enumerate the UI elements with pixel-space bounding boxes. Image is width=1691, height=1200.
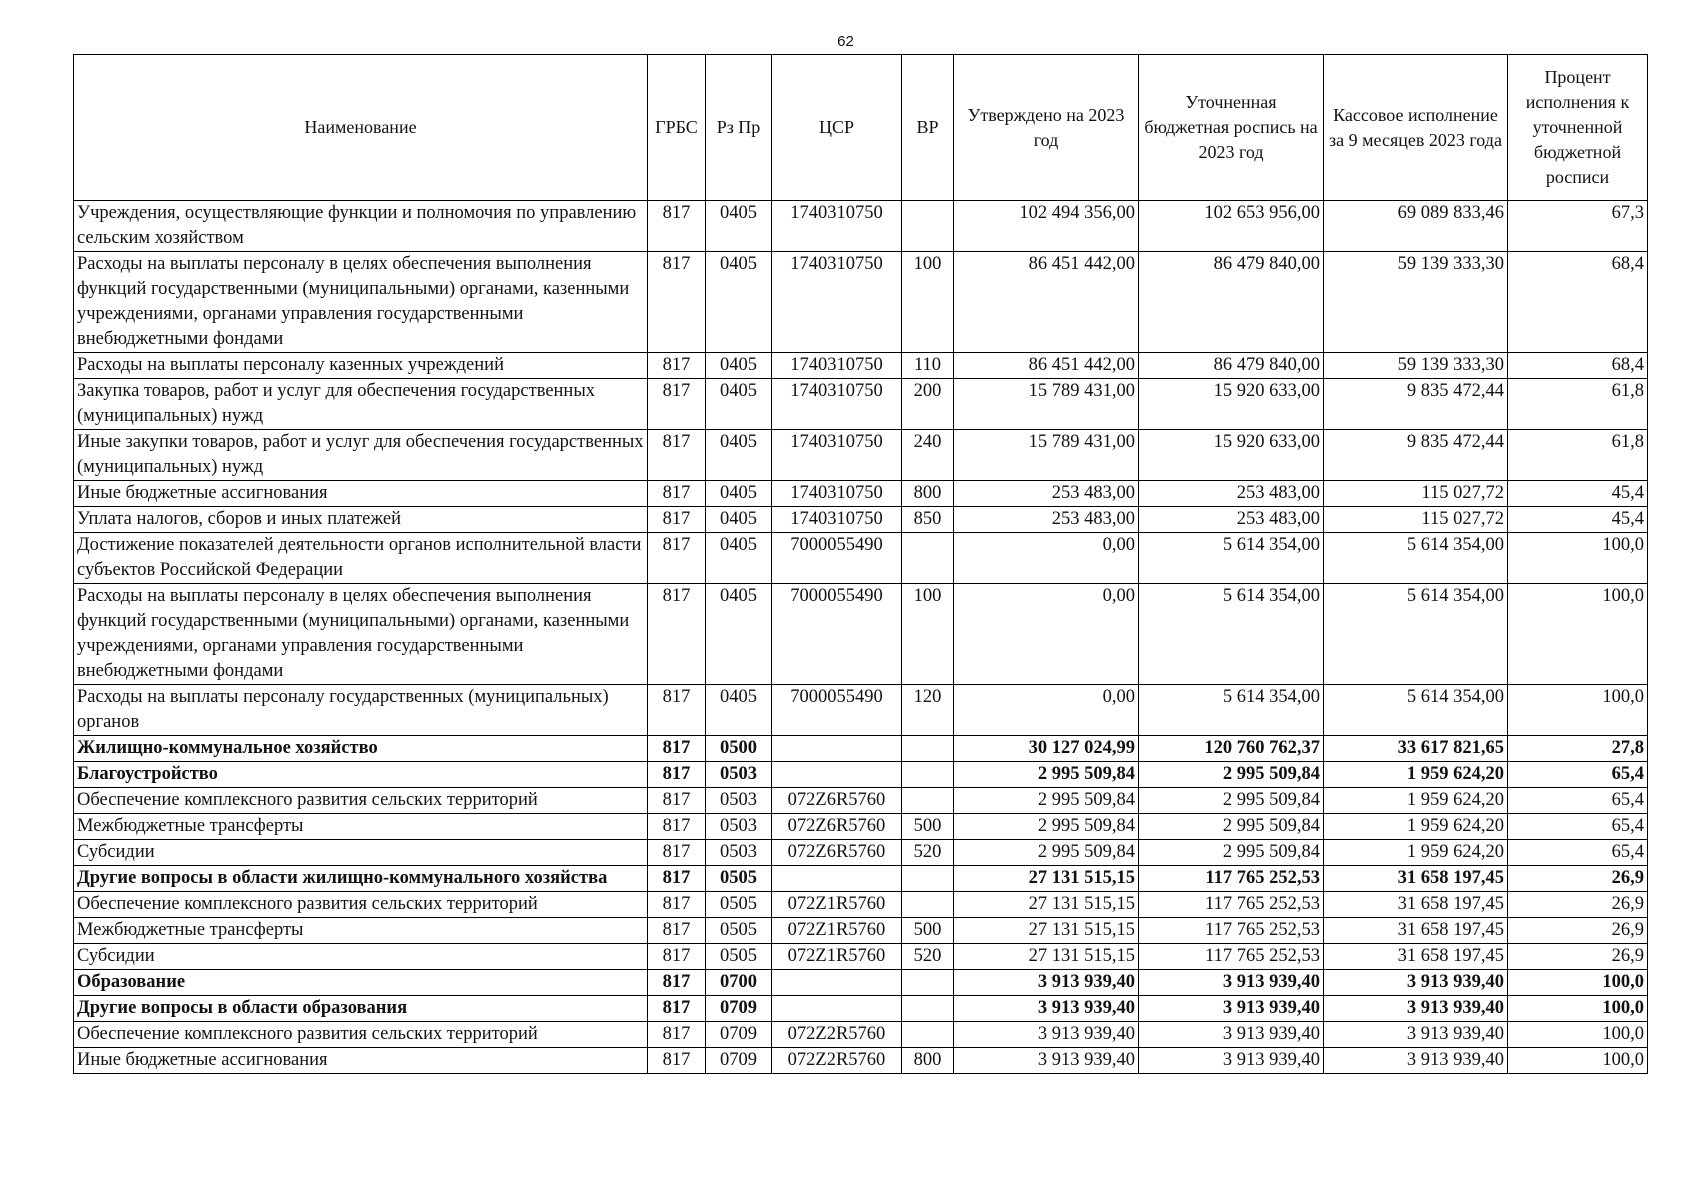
cell-cash: 115 027,72 — [1324, 507, 1508, 533]
cell-refined: 3 913 939,40 — [1139, 996, 1324, 1022]
cell-grbs: 817 — [648, 970, 706, 996]
cell-csr: 7000055490 — [772, 533, 902, 584]
cell-rzpr: 0405 — [706, 353, 772, 379]
cell-vr: 520 — [902, 944, 954, 970]
cell-rzpr: 0709 — [706, 1022, 772, 1048]
cell-csr: 072Z6R5760 — [772, 814, 902, 840]
cell-grbs: 817 — [648, 584, 706, 685]
table-row — [74, 944, 1648, 970]
cell-percent: 100,0 — [1508, 685, 1648, 736]
cell-rzpr: 0500 — [706, 736, 772, 762]
cell-cash: 3 913 939,40 — [1324, 996, 1508, 1022]
cell-rzpr: 0700 — [706, 970, 772, 996]
cell-csr — [772, 866, 902, 892]
cell-percent: 100,0 — [1508, 584, 1648, 685]
cell-rzpr: 0505 — [706, 866, 772, 892]
cell-cash: 31 658 197,45 — [1324, 918, 1508, 944]
cell-csr: 7000055490 — [772, 685, 902, 736]
cell-vr — [902, 788, 954, 814]
cell-grbs: 817 — [648, 481, 706, 507]
cell-refined: 15 920 633,00 — [1139, 430, 1324, 481]
cell-percent: 26,9 — [1508, 892, 1648, 918]
header-vr: ВР — [902, 55, 954, 201]
cell-cash: 5 614 354,00 — [1324, 685, 1508, 736]
cell-grbs: 817 — [648, 944, 706, 970]
cell-csr: 072Z6R5760 — [772, 788, 902, 814]
cell-cash: 31 658 197,45 — [1324, 892, 1508, 918]
cell-approved: 27 131 515,15 — [954, 944, 1139, 970]
cell-name: Субсидии — [74, 944, 648, 970]
cell-csr: 1740310750 — [772, 201, 902, 252]
cell-grbs: 817 — [648, 533, 706, 584]
cell-percent: 100,0 — [1508, 1022, 1648, 1048]
cell-vr — [902, 996, 954, 1022]
cell-csr: 072Z1R5760 — [772, 944, 902, 970]
cell-csr: 1740310750 — [772, 353, 902, 379]
cell-vr — [902, 201, 954, 252]
cell-vr: 240 — [902, 430, 954, 481]
table-body — [74, 201, 1648, 1074]
cell-grbs: 817 — [648, 353, 706, 379]
cell-name: Учреждения, осуществляющие функции и полномочия по управлению сельским хозяйством — [74, 201, 648, 252]
cell-approved: 102 494 356,00 — [954, 201, 1139, 252]
cell-refined: 117 765 252,53 — [1139, 866, 1324, 892]
cell-vr: 500 — [902, 918, 954, 944]
cell-cash: 5 614 354,00 — [1324, 584, 1508, 685]
header-name: Наименование — [74, 55, 648, 201]
header-grbs: ГРБС — [648, 55, 706, 201]
cell-refined: 117 765 252,53 — [1139, 944, 1324, 970]
cell-percent: 45,4 — [1508, 481, 1648, 507]
cell-rzpr: 0503 — [706, 814, 772, 840]
table-row — [74, 736, 1648, 762]
cell-rzpr: 0505 — [706, 892, 772, 918]
cell-percent: 45,4 — [1508, 507, 1648, 533]
table-row — [74, 762, 1648, 788]
cell-percent: 68,4 — [1508, 252, 1648, 353]
cell-name: Достижение показателей деятельности органов исполнительной власти субъектов Российской Федерации — [74, 533, 648, 584]
cell-vr: 800 — [902, 1048, 954, 1074]
cell-grbs: 817 — [648, 788, 706, 814]
cell-percent: 67,3 — [1508, 201, 1648, 252]
cell-rzpr: 0709 — [706, 996, 772, 1022]
cell-approved: 27 131 515,15 — [954, 892, 1139, 918]
cell-name: Образование — [74, 970, 648, 996]
cell-approved: 27 131 515,15 — [954, 866, 1139, 892]
cell-percent: 68,4 — [1508, 353, 1648, 379]
page-number: 62 — [837, 33, 854, 50]
cell-cash: 9 835 472,44 — [1324, 379, 1508, 430]
table-row — [74, 252, 1648, 353]
cell-approved: 253 483,00 — [954, 507, 1139, 533]
cell-cash: 9 835 472,44 — [1324, 430, 1508, 481]
cell-refined: 2 995 509,84 — [1139, 814, 1324, 840]
cell-refined: 15 920 633,00 — [1139, 379, 1324, 430]
table-row — [74, 201, 1648, 252]
cell-rzpr: 0405 — [706, 379, 772, 430]
cell-rzpr: 0503 — [706, 840, 772, 866]
cell-csr: 1740310750 — [772, 379, 902, 430]
cell-approved: 30 127 024,99 — [954, 736, 1139, 762]
cell-cash: 69 089 833,46 — [1324, 201, 1508, 252]
cell-vr: 850 — [902, 507, 954, 533]
cell-rzpr: 0405 — [706, 507, 772, 533]
cell-refined: 120 760 762,37 — [1139, 736, 1324, 762]
table-row — [74, 1022, 1648, 1048]
cell-name: Обеспечение комплексного развития сельских территорий — [74, 1022, 648, 1048]
header-rzpr: Рз Пр — [706, 55, 772, 201]
cell-refined: 86 479 840,00 — [1139, 353, 1324, 379]
cell-grbs: 817 — [648, 685, 706, 736]
cell-rzpr: 0505 — [706, 918, 772, 944]
table-row — [74, 970, 1648, 996]
cell-vr: 200 — [902, 379, 954, 430]
cell-approved: 2 995 509,84 — [954, 814, 1139, 840]
cell-cash: 1 959 624,20 — [1324, 840, 1508, 866]
cell-approved: 86 451 442,00 — [954, 252, 1139, 353]
cell-percent: 61,8 — [1508, 430, 1648, 481]
table-row — [74, 840, 1648, 866]
cell-vr: 100 — [902, 584, 954, 685]
cell-percent: 26,9 — [1508, 866, 1648, 892]
cell-name: Закупка товаров, работ и услуг для обеспечения государственных (муниципальных) нужд — [74, 379, 648, 430]
cell-csr: 072Z6R5760 — [772, 840, 902, 866]
cell-approved: 253 483,00 — [954, 481, 1139, 507]
cell-cash: 31 658 197,45 — [1324, 944, 1508, 970]
cell-name: Иные закупки товаров, работ и услуг для обеспечения государственных (муниципальных) нужд — [74, 430, 648, 481]
header-percent: Процент исполнения к уточненной бюджетной росписи — [1508, 55, 1648, 201]
cell-refined: 5 614 354,00 — [1139, 584, 1324, 685]
cell-csr: 1740310750 — [772, 507, 902, 533]
cell-percent: 27,8 — [1508, 736, 1648, 762]
cell-grbs: 817 — [648, 507, 706, 533]
cell-refined: 102 653 956,00 — [1139, 201, 1324, 252]
cell-name: Другие вопросы в области жилищно-коммунального хозяйства — [74, 866, 648, 892]
cell-cash: 1 959 624,20 — [1324, 788, 1508, 814]
table-row — [74, 353, 1648, 379]
cell-refined: 3 913 939,40 — [1139, 1022, 1324, 1048]
cell-name: Межбюджетные трансферты — [74, 814, 648, 840]
cell-percent: 100,0 — [1508, 970, 1648, 996]
cell-csr: 072Z2R5760 — [772, 1022, 902, 1048]
cell-cash: 59 139 333,30 — [1324, 353, 1508, 379]
cell-cash: 1 959 624,20 — [1324, 814, 1508, 840]
cell-name: Благоустройство — [74, 762, 648, 788]
table-row — [74, 379, 1648, 430]
cell-approved: 3 913 939,40 — [954, 1022, 1139, 1048]
cell-grbs: 817 — [648, 430, 706, 481]
cell-cash: 31 658 197,45 — [1324, 866, 1508, 892]
cell-vr: 110 — [902, 353, 954, 379]
cell-name: Иные бюджетные ассигнования — [74, 1048, 648, 1074]
cell-vr — [902, 533, 954, 584]
cell-cash: 59 139 333,30 — [1324, 252, 1508, 353]
cell-percent: 100,0 — [1508, 1048, 1648, 1074]
table-row — [74, 866, 1648, 892]
cell-rzpr: 0505 — [706, 944, 772, 970]
table-row — [74, 996, 1648, 1022]
cell-csr: 072Z1R5760 — [772, 918, 902, 944]
cell-rzpr: 0405 — [706, 584, 772, 685]
cell-refined: 3 913 939,40 — [1139, 1048, 1324, 1074]
cell-vr — [902, 762, 954, 788]
cell-approved: 2 995 509,84 — [954, 762, 1139, 788]
cell-grbs: 817 — [648, 762, 706, 788]
header-refined: Уточненная бюджетная роспись на 2023 год — [1139, 55, 1324, 201]
table-row — [74, 481, 1648, 507]
cell-cash: 33 617 821,65 — [1324, 736, 1508, 762]
cell-rzpr: 0405 — [706, 430, 772, 481]
cell-vr: 100 — [902, 252, 954, 353]
cell-refined: 2 995 509,84 — [1139, 788, 1324, 814]
cell-approved: 15 789 431,00 — [954, 430, 1139, 481]
table-row — [74, 430, 1648, 481]
cell-csr — [772, 970, 902, 996]
cell-cash: 1 959 624,20 — [1324, 762, 1508, 788]
table-row — [74, 788, 1648, 814]
cell-vr: 800 — [902, 481, 954, 507]
cell-approved: 0,00 — [954, 584, 1139, 685]
cell-refined: 5 614 354,00 — [1139, 533, 1324, 584]
cell-cash: 5 614 354,00 — [1324, 533, 1508, 584]
cell-vr — [902, 866, 954, 892]
cell-grbs: 817 — [648, 840, 706, 866]
cell-rzpr: 0405 — [706, 533, 772, 584]
cell-name: Субсидии — [74, 840, 648, 866]
table-row — [74, 1048, 1648, 1074]
cell-name: Расходы на выплаты персоналу казенных учреждений — [74, 353, 648, 379]
cell-name: Обеспечение комплексного развития сельских территорий — [74, 892, 648, 918]
cell-grbs: 817 — [648, 201, 706, 252]
cell-csr: 7000055490 — [772, 584, 902, 685]
cell-vr — [902, 1022, 954, 1048]
cell-grbs: 817 — [648, 1048, 706, 1074]
cell-name: Другие вопросы в области образования — [74, 996, 648, 1022]
table-row — [74, 892, 1648, 918]
cell-cash: 115 027,72 — [1324, 481, 1508, 507]
cell-rzpr: 0405 — [706, 252, 772, 353]
cell-approved: 27 131 515,15 — [954, 918, 1139, 944]
cell-csr — [772, 996, 902, 1022]
cell-csr: 072Z2R5760 — [772, 1048, 902, 1074]
header-cash: Кассовое исполнение за 9 месяцев 2023 года — [1324, 55, 1508, 201]
cell-refined: 253 483,00 — [1139, 507, 1324, 533]
header-csr: ЦСР — [772, 55, 902, 201]
table-row — [74, 584, 1648, 685]
header-approved: Утверждено на 2023 год — [954, 55, 1139, 201]
cell-refined: 253 483,00 — [1139, 481, 1324, 507]
cell-grbs: 817 — [648, 252, 706, 353]
table-header-row — [74, 55, 1648, 201]
cell-grbs: 817 — [648, 918, 706, 944]
cell-percent: 65,4 — [1508, 762, 1648, 788]
cell-approved: 2 995 509,84 — [954, 788, 1139, 814]
cell-percent: 26,9 — [1508, 944, 1648, 970]
cell-name: Жилищно-коммунальное хозяйство — [74, 736, 648, 762]
budget-table — [73, 54, 1648, 1074]
table-row — [74, 814, 1648, 840]
table-row — [74, 533, 1648, 584]
cell-name: Расходы на выплаты персоналу в целях обеспечения выполнения функций государственными (муниципальными) органами, казенными учреждениями, органами управления государственными внебюджетными фондами — [74, 252, 648, 353]
cell-percent: 65,4 — [1508, 840, 1648, 866]
cell-rzpr: 0405 — [706, 685, 772, 736]
cell-percent: 26,9 — [1508, 918, 1648, 944]
cell-approved: 3 913 939,40 — [954, 970, 1139, 996]
cell-grbs: 817 — [648, 379, 706, 430]
cell-cash: 3 913 939,40 — [1324, 1048, 1508, 1074]
cell-csr: 1740310750 — [772, 481, 902, 507]
cell-grbs: 817 — [648, 814, 706, 840]
cell-vr — [902, 736, 954, 762]
cell-percent: 65,4 — [1508, 788, 1648, 814]
cell-grbs: 817 — [648, 1022, 706, 1048]
cell-vr — [902, 892, 954, 918]
cell-csr: 1740310750 — [772, 252, 902, 353]
cell-vr: 520 — [902, 840, 954, 866]
cell-name: Обеспечение комплексного развития сельских территорий — [74, 788, 648, 814]
cell-rzpr: 0503 — [706, 788, 772, 814]
cell-percent: 100,0 — [1508, 996, 1648, 1022]
cell-grbs: 817 — [648, 866, 706, 892]
cell-percent: 65,4 — [1508, 814, 1648, 840]
cell-name: Уплата налогов, сборов и иных платежей — [74, 507, 648, 533]
cell-rzpr: 0405 — [706, 201, 772, 252]
cell-rzpr: 0709 — [706, 1048, 772, 1074]
cell-name: Иные бюджетные ассигнования — [74, 481, 648, 507]
cell-approved: 2 995 509,84 — [954, 840, 1139, 866]
cell-refined: 2 995 509,84 — [1139, 840, 1324, 866]
cell-refined: 3 913 939,40 — [1139, 970, 1324, 996]
table-row — [74, 685, 1648, 736]
cell-vr: 500 — [902, 814, 954, 840]
cell-csr — [772, 762, 902, 788]
cell-vr: 120 — [902, 685, 954, 736]
cell-refined: 2 995 509,84 — [1139, 762, 1324, 788]
cell-rzpr: 0503 — [706, 762, 772, 788]
cell-csr — [772, 736, 902, 762]
table-row — [74, 507, 1648, 533]
cell-grbs: 817 — [648, 996, 706, 1022]
cell-approved: 0,00 — [954, 533, 1139, 584]
cell-approved: 3 913 939,40 — [954, 1048, 1139, 1074]
cell-approved: 3 913 939,40 — [954, 996, 1139, 1022]
cell-percent: 100,0 — [1508, 533, 1648, 584]
cell-percent: 61,8 — [1508, 379, 1648, 430]
cell-name: Межбюджетные трансферты — [74, 918, 648, 944]
cell-rzpr: 0405 — [706, 481, 772, 507]
cell-refined: 86 479 840,00 — [1139, 252, 1324, 353]
cell-grbs: 817 — [648, 736, 706, 762]
cell-csr: 1740310750 — [772, 430, 902, 481]
cell-cash: 3 913 939,40 — [1324, 970, 1508, 996]
cell-approved: 86 451 442,00 — [954, 353, 1139, 379]
cell-cash: 3 913 939,40 — [1324, 1022, 1508, 1048]
cell-approved: 0,00 — [954, 685, 1139, 736]
cell-csr: 072Z1R5760 — [772, 892, 902, 918]
cell-vr — [902, 970, 954, 996]
cell-approved: 15 789 431,00 — [954, 379, 1139, 430]
cell-grbs: 817 — [648, 892, 706, 918]
cell-name: Расходы на выплаты персоналу в целях обеспечения выполнения функций государственными (муниципальными) органами, казенными учреждениями, органами управления государственными внебюджетными фондами — [74, 584, 648, 685]
table-row — [74, 918, 1648, 944]
cell-refined: 117 765 252,53 — [1139, 918, 1324, 944]
cell-refined: 117 765 252,53 — [1139, 892, 1324, 918]
cell-refined: 5 614 354,00 — [1139, 685, 1324, 736]
cell-name: Расходы на выплаты персоналу государственных (муниципальных) органов — [74, 685, 648, 736]
